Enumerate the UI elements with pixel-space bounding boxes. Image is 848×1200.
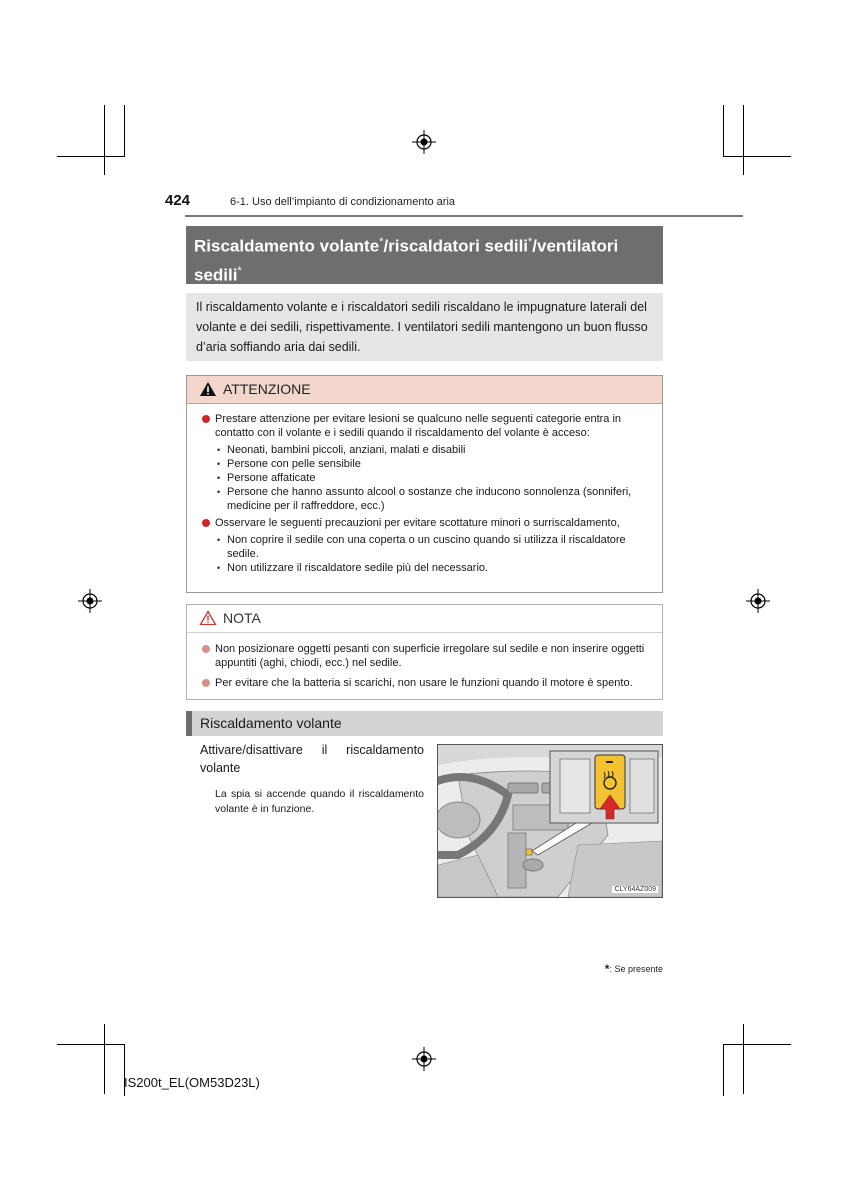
dashboard-illustration [437, 744, 663, 898]
warning-subitem: • Non coprire il sedile con una coperta o un cuscino quando si utilizza il riscaldatore sedile. [215, 533, 652, 561]
section-title-part: /ventilatori sedili [194, 236, 619, 285]
warning-sublist [215, 443, 652, 513]
crop-mark [723, 105, 724, 157]
running-head: 6-1. Uso dell’impianto di condizionamento aria [230, 196, 456, 208]
crop-mark [743, 1024, 744, 1094]
note-item-text: Per evitare che la batteria si scarichi, non usare le funzioni quando il motore è spento. [215, 677, 633, 689]
dashboard-drawing [438, 745, 662, 897]
figure-code: CLY64AZ009 [614, 886, 656, 893]
crop-mark [743, 105, 744, 175]
note-item [201, 642, 652, 670]
warning-subitem: • Persone che hanno assunto alcool o sostanze che inducono sonnolenza (sonniferi, medicine per il raffreddore, ecc.) [215, 485, 652, 513]
asterisk-mark: * [379, 236, 384, 248]
crop-mark [104, 105, 105, 175]
registration-mark-icon [78, 589, 102, 613]
indicator-description: La spia si accende quando il riscaldamento volante è in funzione. [215, 788, 424, 815]
warning-list [187, 404, 662, 575]
warning-subitem: • Neonati, bambini piccoli, anziani, malati e disabili [215, 443, 652, 457]
instruction-text: Attivare/disattivare il riscaldamento volante [200, 743, 424, 775]
registration-mark-icon [412, 1047, 436, 1071]
crop-mark [104, 1024, 105, 1094]
section-title-part: Riscaldamento volante [194, 236, 380, 256]
note-box [186, 604, 663, 700]
warning-box [186, 375, 663, 593]
crop-mark [723, 1044, 724, 1096]
note-item-text: Non posizionare oggetti pesanti con superficie irregolare sul sedile e non inserire oggetti appuntiti (aghi, chiodi, ecc.) nel sedile. [215, 643, 645, 669]
bullet-icon [202, 645, 210, 653]
warning-subitem: • Non utilizzare il riscaldatore sedile più del necessario. [215, 561, 652, 575]
warning-triangle-icon [199, 381, 217, 397]
warning-title: ATTENZIONE [223, 381, 311, 397]
crop-mark [57, 1044, 125, 1045]
note-header [187, 605, 662, 633]
note-title: NOTA [223, 610, 261, 626]
warning-subitem: • Persone affaticate [215, 471, 652, 485]
warning-item-text: Osservare le seguenti precauzioni per evitare scottature minori o surriscaldamento, [215, 517, 620, 529]
asterisk-mark: * [237, 264, 242, 277]
footnote [605, 962, 663, 976]
section-title-part: /riscaldatori sedili [383, 236, 529, 256]
crop-mark [124, 105, 125, 157]
page-number: 424 [165, 192, 191, 209]
asterisk-mark: * [604, 962, 610, 976]
crop-mark [723, 1044, 791, 1045]
header-rule [185, 215, 743, 217]
crop-mark [57, 156, 125, 157]
crop-mark [723, 156, 791, 157]
warning-sublist [215, 533, 652, 575]
section-title [186, 226, 663, 284]
warning-subitem: • Persone con pelle sensibile [215, 457, 652, 471]
bullet-icon [202, 679, 210, 687]
asterisk-mark: * [528, 236, 533, 248]
bullet-icon [202, 415, 210, 423]
warning-item [201, 412, 652, 513]
registration-mark-icon [412, 130, 436, 154]
note-item [201, 676, 652, 690]
note-list [187, 633, 662, 690]
warning-header [187, 376, 662, 404]
footnote-text: : Se presente [609, 964, 663, 974]
warning-item-text: Prestare attenzione per evitare lesioni se qualcuno nelle seguenti categorie entra in contatto con il volante e i sedili quando il riscaldamento del volante è acceso: [215, 413, 622, 439]
bullet-icon [202, 519, 210, 527]
document-code: IS200t_EL(OM53D23L) [124, 1075, 260, 1090]
registration-mark-icon [746, 589, 770, 613]
intro-text: Il riscaldamento volante e i riscaldatori sedili riscaldano le impugnature laterali del volante e dei sedili, rispettivamente. I ventilatori sedili mantengono un buon flusso d’aria soffiando aria dai sedili. [186, 293, 663, 361]
subsection-title: Riscaldamento volante [186, 711, 663, 736]
warning-item [201, 516, 652, 575]
caution-triangle-icon [199, 610, 217, 626]
